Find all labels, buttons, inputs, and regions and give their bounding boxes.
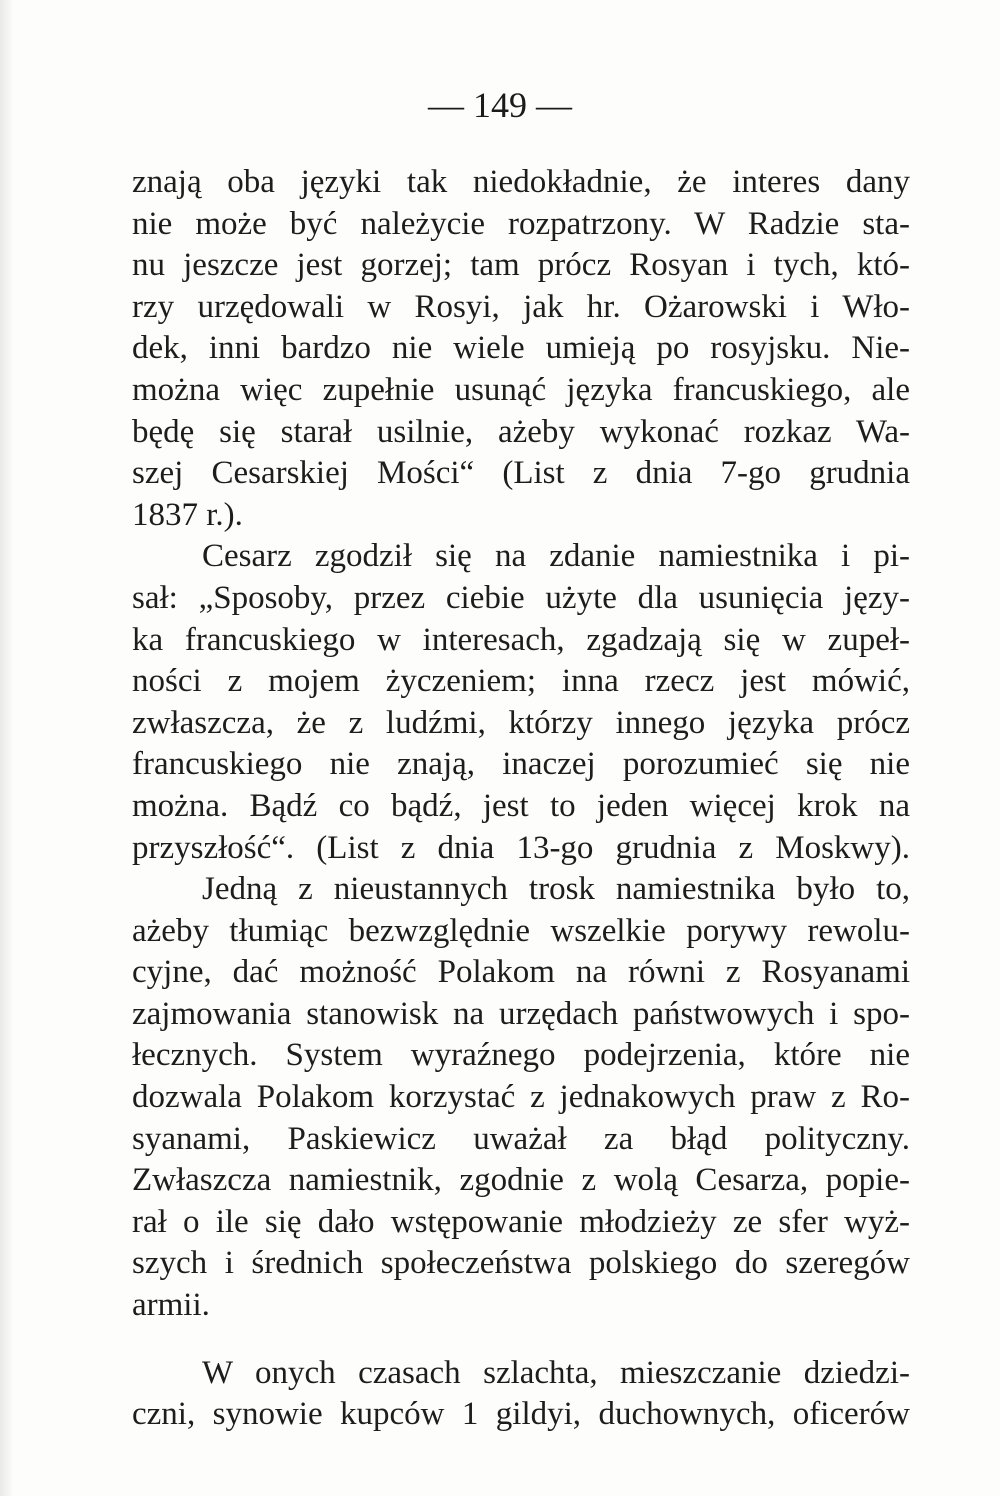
text-line: Cesarz zgodził się na zdanie namiestnika i pi- — [202, 538, 910, 575]
paragraph — [132, 869, 910, 1327]
text-line: zwłaszcza, że z ludźmi, którzy innego języka prócz — [132, 704, 910, 741]
text-line: W onych czasach szlachta, mieszczanie dziedzi- — [202, 1354, 910, 1391]
text-line: nie może być należycie rozpatrzony. W Radzie sta- — [132, 205, 910, 242]
text-line: rał o ile się dało wstępowanie młodzieży ze sfer wyż- — [132, 1203, 910, 1240]
text-line: zajmowania stanowisk na urzędach państwowych i spo- — [132, 995, 910, 1032]
text-line: armii. — [132, 1287, 210, 1324]
text-line: przyszłość“. (List z dnia 13-go grudnia z Moskwy). — [132, 829, 910, 866]
text-line: można. Bądź co bądź, jest to jeden więcej krok na — [132, 787, 910, 824]
text-line: znają oba języki tak niedokładnie, że interes dany — [132, 164, 910, 200]
page-edge-shadow — [0, 0, 14, 1496]
text-line: francuskiego nie znają, inaczej porozumieć się nie — [132, 746, 910, 783]
body-text — [132, 162, 910, 1436]
text-line: ka francuskiego w interesach, zgadzają się w zupeł- — [132, 621, 910, 658]
paragraph — [132, 536, 910, 869]
text-line: szych i średnich społeczeństwa polskiego do szeregów — [132, 1245, 910, 1282]
text-line: ażeby tłumiąc bezwzględnie wszelkie porywy rewolu- — [132, 912, 910, 949]
text-line: cyjne, dać możność Polakom na równi z Rosyanami — [132, 954, 910, 991]
text-line: będę się starał usilnie, ażeby wykonać rozkaz Wa- — [132, 413, 910, 450]
text-line: można więc zupełnie usunąć języka francuskiego, ale — [132, 371, 910, 408]
text-line: Jedną z nieustannych trosk namiestnika było to, — [202, 871, 910, 908]
text-line: szej Cesarskiej Mości“ (List z dnia 7-go grudnia — [132, 455, 910, 492]
text-line: rzy urzędowali w Rosyi, jak hr. Ożarowski i Wło- — [132, 288, 910, 325]
text-line: 1837 r.). — [132, 496, 243, 533]
text-line: Zwłaszcza namiestnik, zgodnie z wolą Cesarza, popie- — [132, 1162, 910, 1199]
text-line: czni, synowie kupców 1 gildyi, duchownych, oficerów — [132, 1396, 910, 1433]
text-line: syanami, Paskiewicz uważał za błąd polityczny. — [132, 1120, 910, 1157]
text-line: łecznych. System wyraźnego podejrzenia, które nie — [132, 1037, 910, 1074]
text-line: dek, inni bardzo nie wiele umieją po rosyjsku. Nie- — [132, 330, 910, 367]
paragraph — [132, 1353, 910, 1436]
text-line: dozwala Polakom korzystać z jednakowych praw z Ro- — [132, 1079, 910, 1116]
text-line: sał: „Sposoby, przez ciebie użyte dla usunięcia języ- — [132, 579, 910, 616]
page-number: — 149 — — [428, 85, 572, 125]
paragraph — [132, 162, 910, 536]
text-line: ności z mojem życzeniem; inna rzecz jest mówić, — [132, 663, 910, 700]
text-line: nu jeszcze jest gorzej; tam prócz Rosyan i tych, któ- — [132, 247, 910, 284]
paragraph-gap — [132, 1327, 910, 1353]
